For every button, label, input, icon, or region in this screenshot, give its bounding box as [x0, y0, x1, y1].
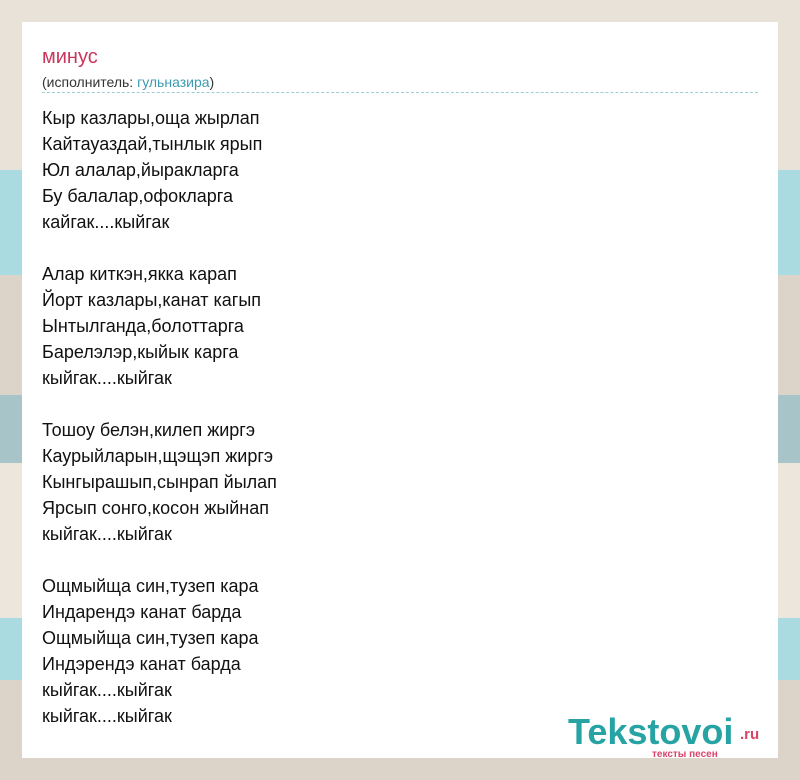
lyric-line: Ярсып сонго,косон жыйнап [42, 498, 270, 518]
artist-suffix: ) [209, 74, 215, 90]
lyric-line: Индарендэ канат барда [42, 602, 242, 622]
dashed-divider [42, 92, 758, 93]
lyric-line: кыйгак....кыйгак [42, 706, 172, 726]
lyric-line: Кыр казлары,оща жырлап [42, 108, 260, 128]
lyric-line: Тошоу белэн,килеп жиргэ [42, 420, 256, 440]
lyric-line: кайгак....кыйгак [42, 212, 170, 232]
lyric-line: кыйгак....кыйгак [42, 680, 172, 700]
lyric-line: Юл алалар,йыракларга [42, 160, 239, 180]
lyrics-stanza [42, 417, 277, 547]
lyrics-body [42, 105, 277, 729]
lyrics-stanza [42, 261, 277, 391]
lyrics-card [22, 22, 778, 758]
logo-name: Tekstovoi [568, 711, 734, 752]
lyric-line: кыйгак....кыйгак [42, 524, 172, 544]
lyric-line: Ынтылганда,болоттарга [42, 316, 244, 336]
lyric-line: Алар киткэн,якка карап [42, 264, 237, 284]
lyric-line: Ощмыйща син,тузеп кара [42, 628, 259, 648]
lyric-line: Индэрендэ канат барда [42, 654, 241, 674]
artist-meta [42, 74, 214, 90]
song-title: минус [42, 46, 98, 68]
lyric-line: Кынгырашып,сынрап йылап [42, 472, 277, 492]
lyric-line: Барелэлэр,кыйык карга [42, 342, 239, 362]
lyric-line: кыйгак....кыйгак [42, 368, 172, 388]
logo-tagline: тексты песен [652, 749, 718, 760]
lyrics-stanza [42, 105, 277, 235]
tekstovoi-logo[interactable] [568, 712, 778, 758]
logo-tld: .ru [740, 726, 760, 743]
lyric-line: Бу балалар,офокларга [42, 186, 233, 206]
lyrics-stanza [42, 573, 277, 729]
lyric-line: Кайтауаздай,тынлык ярып [42, 134, 263, 154]
artist-prefix: (исполнитель: [42, 74, 138, 90]
artist-link[interactable]: гульназира [137, 74, 210, 90]
lyric-line: Ощмыйща син,тузеп кара [42, 576, 259, 596]
lyric-line: Йорт казлары,канат кагып [42, 290, 262, 310]
lyric-line: Каурыйларын,щэщэп жиргэ [42, 446, 274, 466]
